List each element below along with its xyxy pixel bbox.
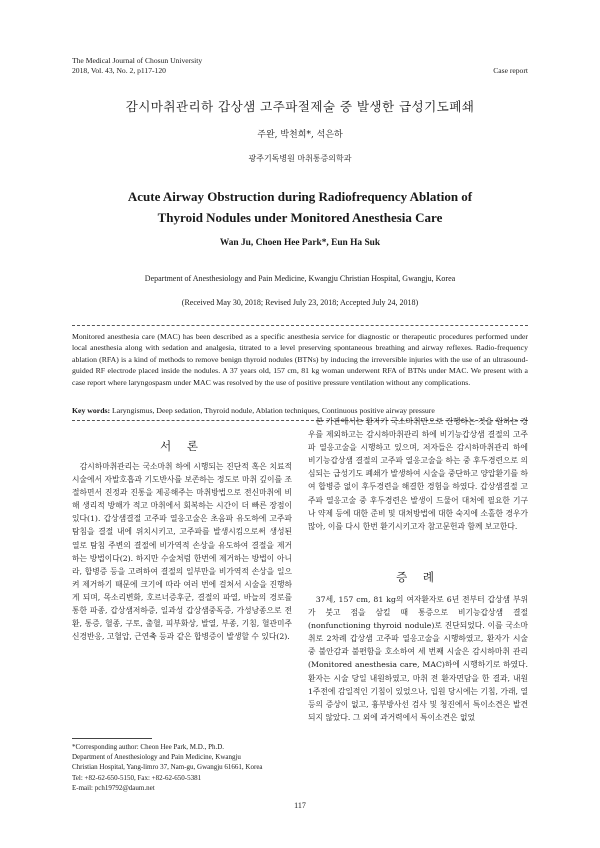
intro-heading: 서 론 [160,439,204,453]
journal-header [72,56,202,76]
keywords-label: Key words: [72,406,111,415]
footnote-divider [72,738,152,739]
korean-authors: 주완, 박천희*, 석은하 [257,130,343,140]
journal-issue: 2018, Vol. 43, No. 2, p117-120 [72,66,166,75]
corresponding-author-footnote [72,742,302,793]
abstract-text: Monitored anesthesia care (MAC) has been described as a specific anesthesia service for diagnostic or therapeutic procedures performed under local anesthesia along with sedation and analgesia, titrated to a level preserving spontaneous breathing and airway reflexes. Radio-frequency ablation (RFA) is a kind of methods to remove benign thyroid nodules (BTNs) by inducing the irreversible injuries with the use of an ultrasound-guided RF electrode placed inside the nodules. A 37 years old, 157 cm, 81 kg woman underwent RFA of BTNs under MAC. We present with a case report where laryngospasm under MAC was resolved by the use of positive pressure ventilation without any complications. [72,332,528,387]
english-title-line1: Acute Airway Obstruction during Radiofrequency Ablation of [127,189,473,204]
keywords-list: Laryngismus, Deep sedation, Thyroid nodule, Ablation techniques, Continuous positive airway pressure [112,406,435,415]
case-column [308,593,528,724]
case-paragraph: 37세, 157 cm, 81 kg의 여자환자로 6년 전부터 갑상샘 부위가 붓고 점을 삼킬 때 통증으로 비기능갑상샘 결절(nonfunctioning thyroid nodule)로 진단되었다. 이를 국소마취로 2차례 갑상샘 고주파 열응고술을 시행하였고, 환자가 시술 중 불안감과 불편함을 호소하여 세 번째 시술은 감시하마취 관리(Monitored anesthesia care, MAC)하에 시행하기로 하였다. 환자는 시술 당일 내원하였고, 마취 전 환자면담을 한 결과, 내원 1주전에 감일적인 기침이 있었으나, 입원 당시에는 기침, 가래, 열 등의 증상이 없고, 흉부방사선 검사 및 청진에서 특이소견은 발견되지 않았다. 그 외에 과거력에서 특이소견은 없었 [308,595,528,722]
right-column [308,415,528,533]
footnote-line2: Department of Anesthesiology and Pain Medicine, Kwangju [72,753,241,762]
abstract-top-divider [72,325,528,326]
article-type: Case report [493,66,528,75]
korean-affiliation: 광주기독병원 마취통증의학과 [248,154,352,163]
received-dates: (Received May 30, 2018; Revised July 23, 2018; Accepted July 24, 2018) [181,298,419,307]
page-number: 117 [294,801,306,810]
case-heading: 증 례 [396,570,440,584]
english-title-line2: Thyroid Nodules under Monitored Anesthesia Care [157,210,443,225]
intro-paragraph: 감시하마취관리는 국소마취 하에 시행되는 진단적 혹은 치료적 시술에서 자발호흡과 기도반사를 보존하는 정도로 마취 깊이를 조절하면서 진정과 진통을 제공해주는 마취방법으로 전신마취에 비해 생리적 방해가 적고 마취에서 회복하는 시간이 더 빠른 장점이 있다(1). 갑상샘결절 고주파 열응고술은 초음파 유도하에 고주파탐침을 결절 내에 위치시키고, 고주파를 발생시킴으로써 생성된 열로 탐침 주변의 결절에 비가역적 손상을 유도하여 결절을 제거하는 방법이다(2). 하지만 수술처럼 한번에 제거하는 방법이 아니라, 합병증 등을 고려하여 결절의 일부만을 비가역적 손상을 일으켜 제거하기 때문에 크기에 따라 여러 번에 걸쳐서 시술을 진행하게 되며, 목소리변화, 호르너증후군, 결절의 파열, 바늘의 경로를 통한 파종, 갑상샘저하증, 일과성 갑상샘중독증, 가성낭종으로 전환, 통증, 혈종, 구토, 출혈, 피부화상, 발열, 부종, 기침, 혈관미주신경반응, 고혈압, 근연축 등과 같은 합병증이 발생할 수 있다(2). [72,462,292,642]
english-affiliation: Department of Anesthesiology and Pain Medicine, Kwangju Christian Hospital, Gwangju, Korea [144,274,456,283]
left-column [72,460,292,643]
english-title [40,186,560,228]
journal-name: The Medical Journal of Chosun University [72,56,203,65]
footnote-line1: *Corresponding author: Cheon Hee Park, M.D., Ph.D. [72,743,225,751]
english-authors: Wan Ju, Choen Hee Park*, Eun Ha Suk [219,238,381,248]
footnote-line5: E-mail: pch19792@daum.net [72,783,155,792]
footnote-line3: Christian Hospital, Yang-limro 37, Nam-gu, Gwangju 61661, Korea [72,763,263,772]
korean-title: 감시마취관리하 갑상샘 고주파절제술 중 발생한 급성기도폐쇄 [125,99,475,114]
footnote-line4: Tel: +82-62-650-5150, Fax: +82-62-650-5381 [72,773,202,782]
intro-paragraph-2: 본 기관에서는 환자가 국소마취만으로 진행하는 것을 원하는 경우를 제외하고는 감시하마취관리 하에 비기능갑상샘 결절의 고주파 열응고술을 시행하고 있으며, 저자들은 감시하마취관리 하에 비기능갑상샘 결절의 고주파 열응고술을 하는 중 후두경련으로 의심되는 급성기도 폐쇄가 발생하여 시술을 중단하고 양압환기를 하여 합병증 없이 후두경련을 해결한 경험을 하였다. 갑상샘결절 고주파 열응고술 중 후두경련은 발생이 드물어 대처에 필요한 기구나 약제 등에 대한 준비 및 대처방법에 대한 숙지에 소홀한 경우가 많아, 이를 다시 한번 환기시키고자 참고문헌과 함께 보고한다. [308,417,528,531]
